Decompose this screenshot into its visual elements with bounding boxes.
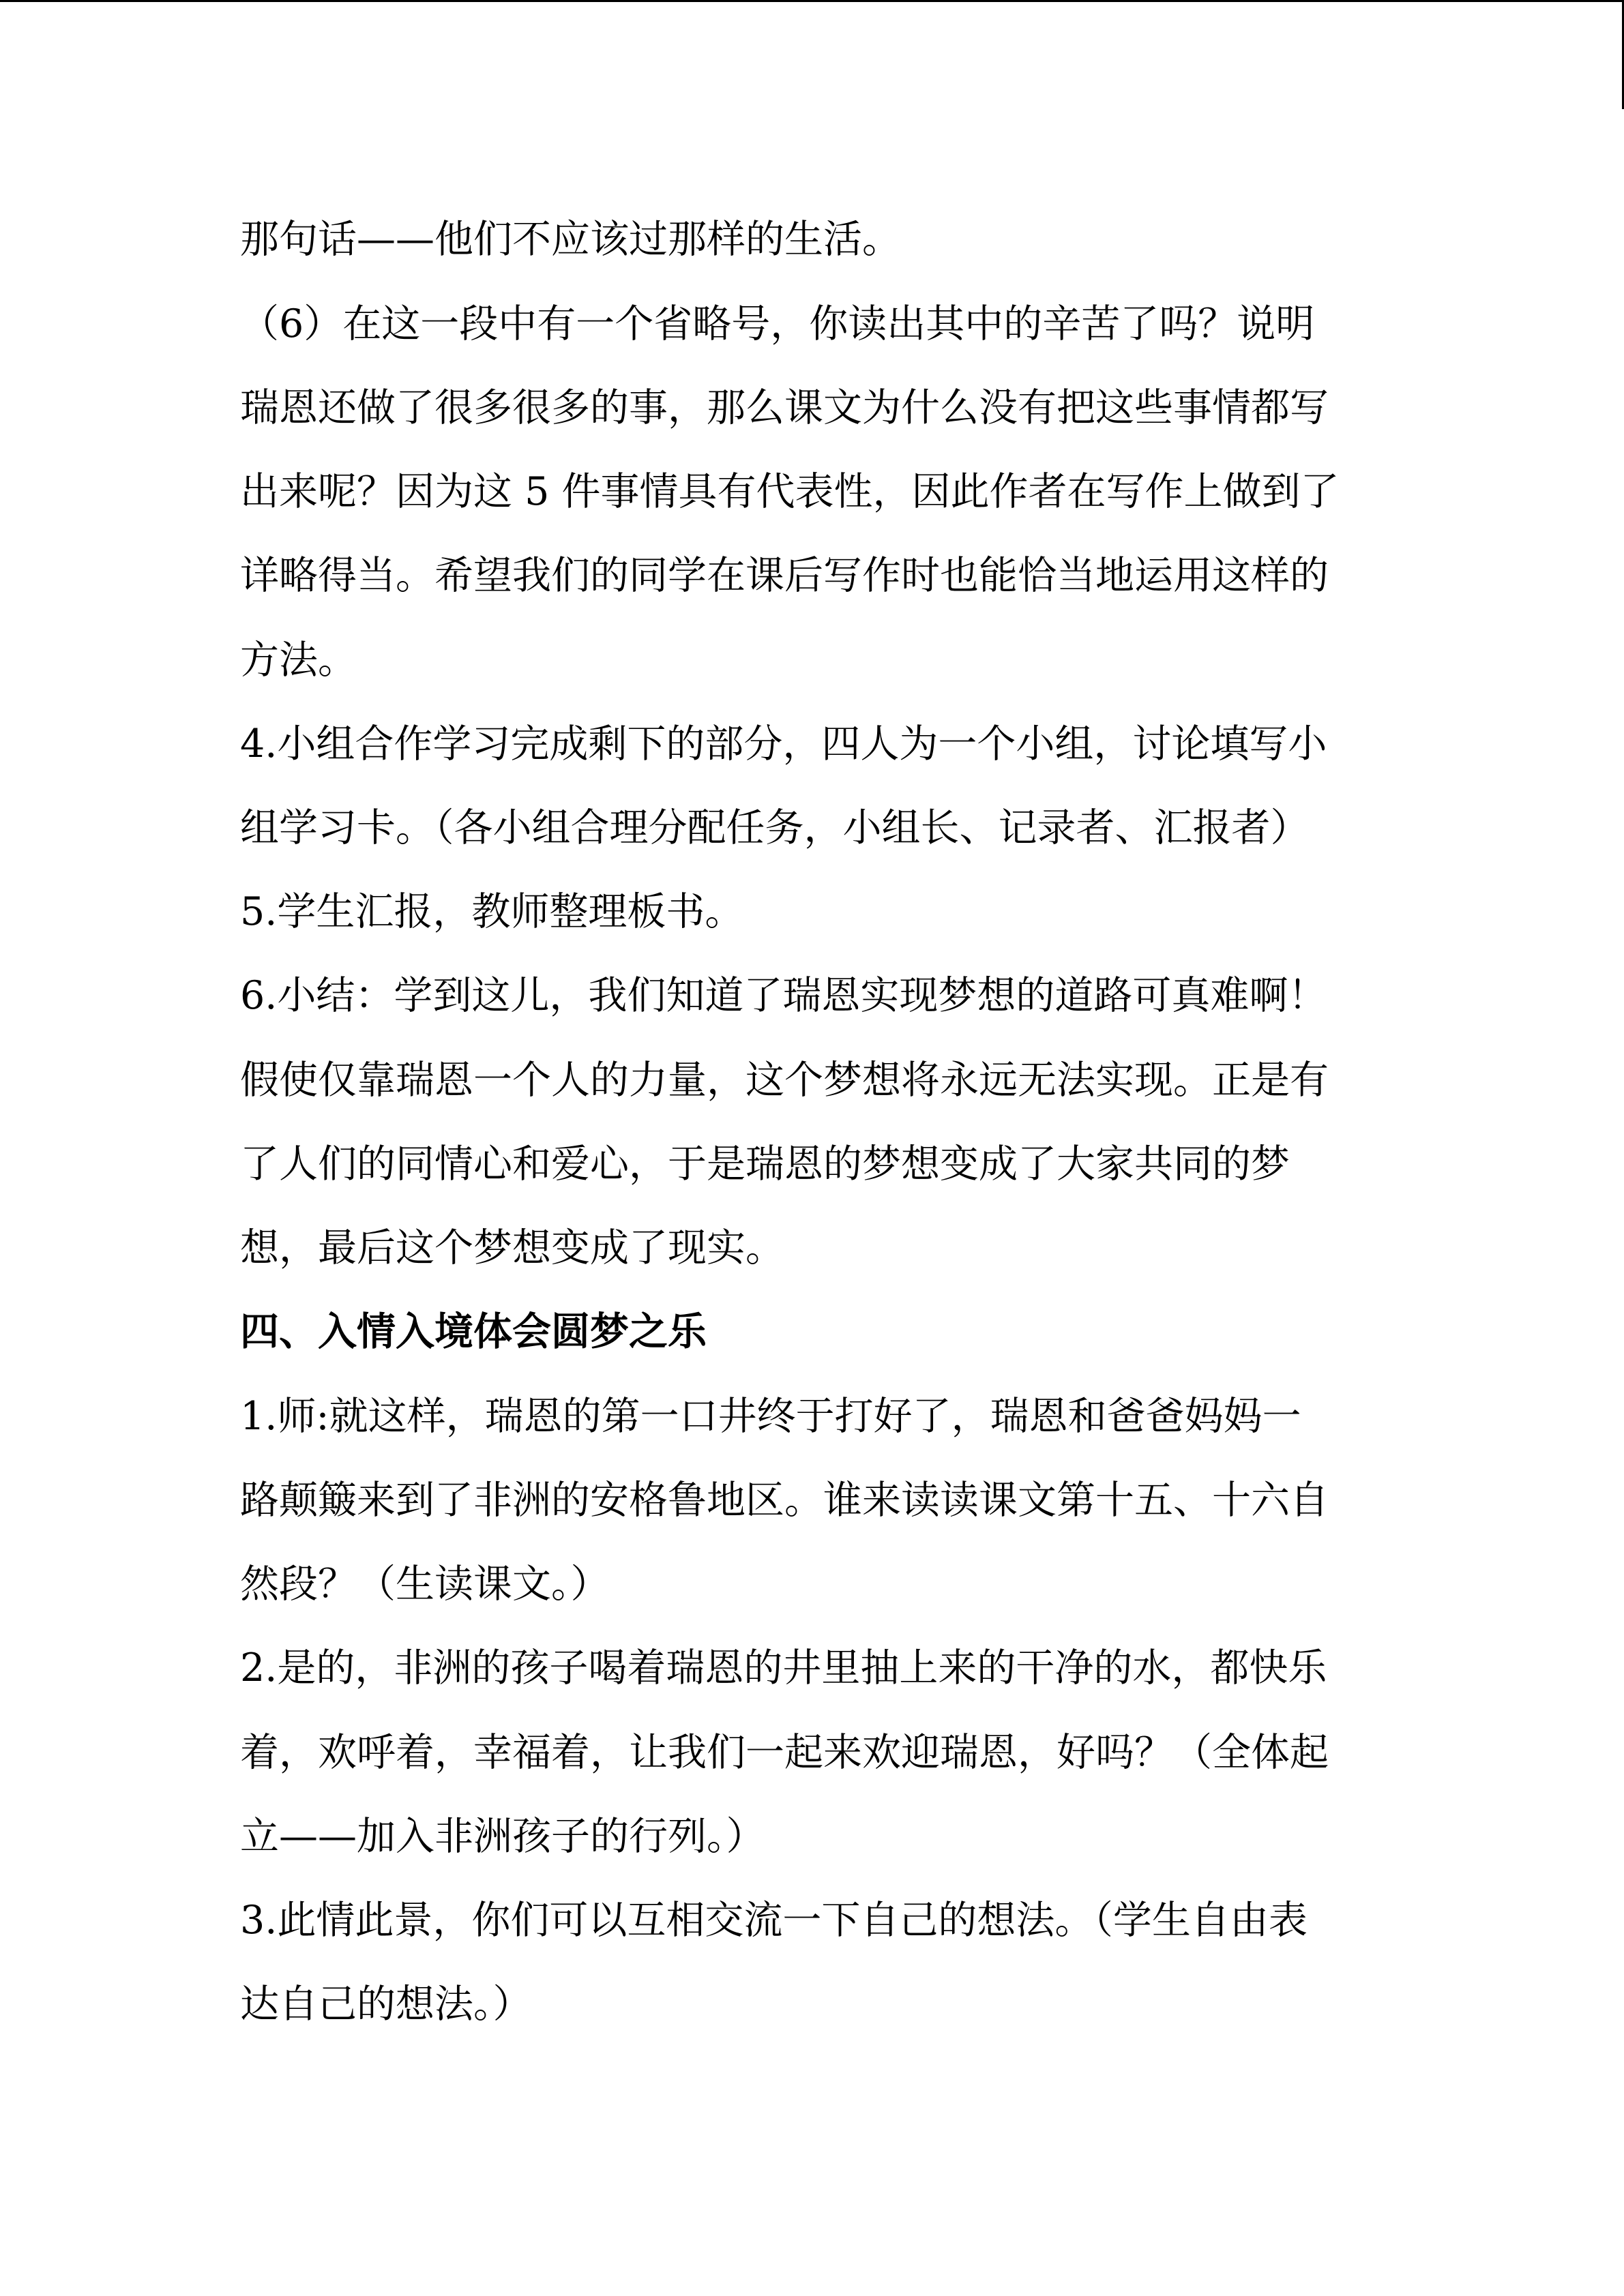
text-line: 想，最后这个梦想变成了现实。 <box>240 1225 784 1270</box>
text-line: 出来呢？因为这 5 件事情具有代表性，因此作者在写作上做到了 <box>240 469 1340 514</box>
text-line: 5.学生汇报，教师整理板书。 <box>240 889 744 934</box>
text-line: 那句话——他们不应该过那样的生活。 <box>240 217 901 262</box>
text-line: 4.小组合作学习完成剩下的部分，四人为一个小组，讨论填写小 <box>240 721 1327 766</box>
text-line: 2.是的，非洲的孩子喝着瑞恩的井里抽上来的干净的水，都快乐 <box>240 1645 1327 1690</box>
text-line: 方法。 <box>240 638 357 683</box>
text-line: 3.此情此景，你们可以互相交流一下自己的想法。（学生自由表 <box>240 1898 1308 1943</box>
text-line: （6）在这一段中有一个省略号，你读出其中的辛苦了吗？说明 <box>240 301 1315 346</box>
text-line: 路颠簸来到了非洲的安格鲁地区。谁来读读课文第十五、十六自 <box>240 1478 1329 1523</box>
text-line: 6.小结：学到这儿，我们知道了瑞恩实现梦想的道路可真难啊！ <box>240 973 1327 1018</box>
text-line: 了人们的同情心和爱心，于是瑞恩的梦想变成了大家共同的梦 <box>240 1142 1290 1187</box>
text-line: 详略得当。希望我们的同学在课后写作时也能恰当地运用这样的 <box>240 553 1329 598</box>
page-top-border <box>0 0 1624 2</box>
section-heading: 四、入情入境体会圆梦之乐 <box>240 1309 707 1354</box>
text-line: 达自己的想法。） <box>240 1982 532 2027</box>
text-line: 组学习卡。（各小组合理分配任务，小组长、记录者、汇报者） <box>240 805 1310 850</box>
text-line: 假使仅靠瑞恩一个人的力量，这个梦想将永远无法实现。正是有 <box>240 1058 1329 1103</box>
text-line: 然段？（生读课文。） <box>240 1562 610 1607</box>
text-line: 立——加入非洲孩子的行列。） <box>240 1814 765 1859</box>
text-line: 着，欢呼着，幸福着，让我们一起来欢迎瑞恩，好吗？（全体起 <box>240 1730 1329 1775</box>
text-line: 瑞恩还做了很多很多的事，那么课文为什么没有把这些事情都写 <box>240 385 1329 430</box>
text-line: 1.师:就这样，瑞恩的第一口井终于打好了，瑞恩和爸爸妈妈一 <box>240 1394 1301 1439</box>
